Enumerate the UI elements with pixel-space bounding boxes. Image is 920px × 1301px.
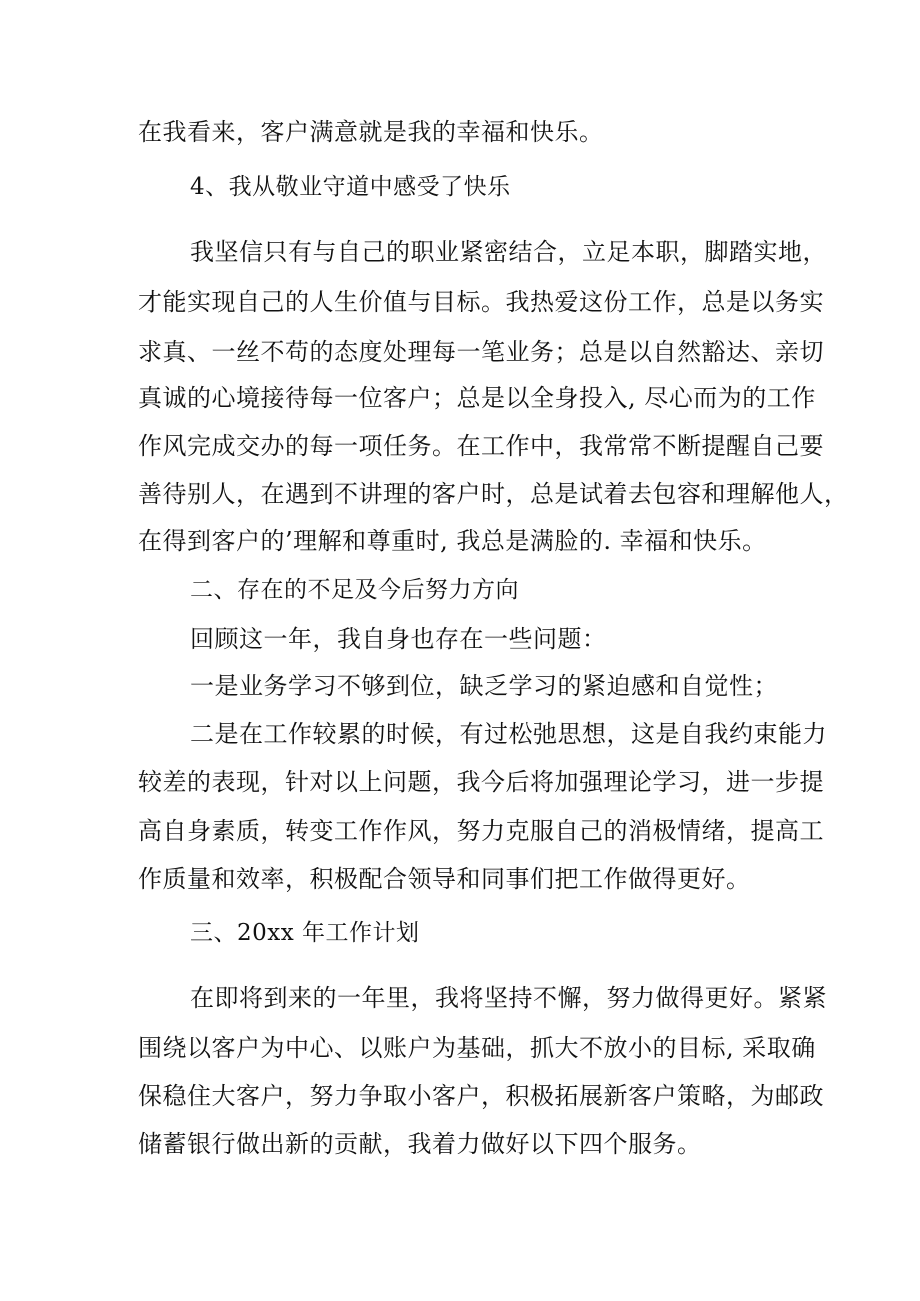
paragraph-line: 围绕以客户为中心、以账户为基础，抓大不放小的目标, 采取确 xyxy=(138,1034,816,1062)
section-subheading: 4、我从敬业守道中感受了快乐 xyxy=(190,174,511,200)
paragraph-line: 善待别人，在遇到不讲理的客户时，总是试着去包容和理解他人， xyxy=(138,480,849,508)
paragraph-line: 作风完成交办的每一项任务。在工作中，我常常不断提醒自己要 xyxy=(138,432,824,460)
paragraph-line: 才能实现自己的人生价值与目标。我热爱这份工作，总是以务实 xyxy=(138,288,824,316)
section-heading: 二、存在的不足及今后努力方向 xyxy=(190,577,519,603)
paragraph-line: 回顾这一年，我自身也存在一些问题： xyxy=(190,625,607,653)
paragraph-line: 高自身素质，转变工作作风，努力克服自己的消极情绪，提高工 xyxy=(138,817,824,845)
paragraph-line: 保稳住大客户，努力争取小客户，积极拓展新客户策略，为邮政 xyxy=(138,1082,824,1110)
paragraph-line: 作质量和效率，积极配合领导和同事们把工作做得更好。 xyxy=(138,865,751,893)
paragraph-line: 在即将到来的一年里，我将坚持不懈，努力做得更好。紧紧 xyxy=(190,984,827,1012)
paragraph-line: 一是业务学习不够到位，缺乏学习的紧迫感和自觉性； xyxy=(190,672,778,700)
paragraph-line: 较差的表现，针对以上问题，我今后将加强理论学习，进一步提 xyxy=(138,768,824,796)
paragraph-line: 在我看来，客户满意就是我的幸福和快乐。 xyxy=(138,118,604,146)
paragraph-line: 二是在工作较累的时候，有过松弛思想，这是自我约束能力 xyxy=(190,720,827,748)
paragraph-line: 在得到客户的’理解和尊重时, 我总是满脸的. 幸福和快乐。 xyxy=(138,527,767,555)
paragraph-line: 真诚的心境接待每一位客户；总是以全身投入, 尽心而为的工作 xyxy=(138,384,816,412)
paragraph-line: 我坚信只有与自己的职业紧密结合，立足本职，脚踏实地， xyxy=(190,238,827,266)
section-heading: 三、20xx 年工作计划 xyxy=(190,920,420,946)
paragraph-line: 储蓄银行做出新的贡献，我着力做好以下四个服务。 xyxy=(138,1130,702,1158)
paragraph-line: 求真、一丝不苟的态度处理每一笔业务；总是以自然豁达、亲切 xyxy=(138,338,824,366)
